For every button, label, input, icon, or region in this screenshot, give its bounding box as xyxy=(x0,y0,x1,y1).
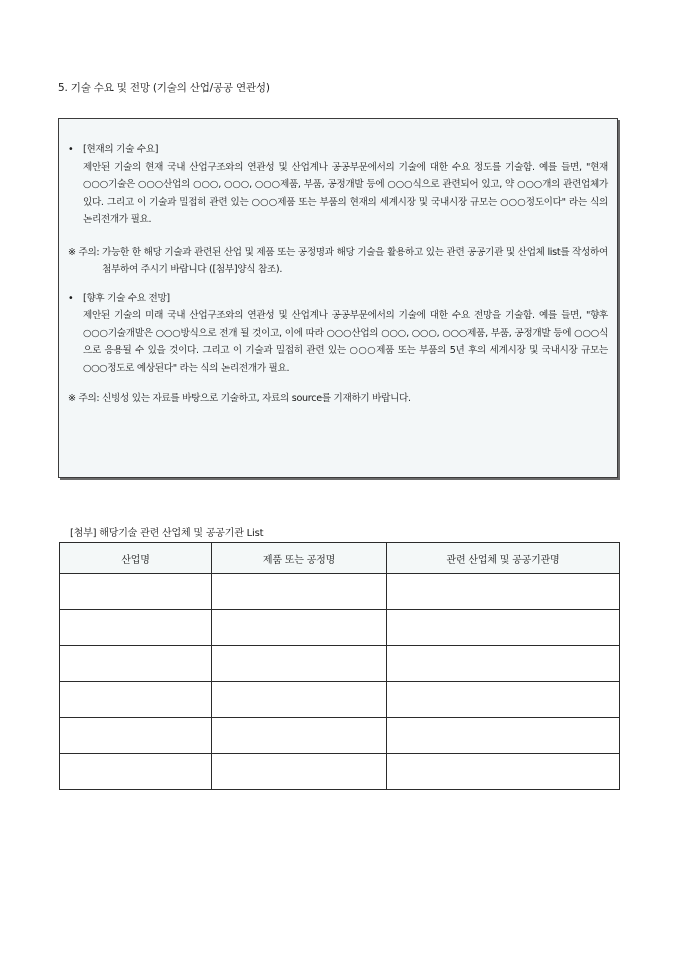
table-row xyxy=(60,610,620,646)
current-demand-block xyxy=(68,141,608,229)
table-cell-product-process[interactable] xyxy=(212,574,387,610)
note-source xyxy=(68,390,608,408)
table-cell-industry[interactable] xyxy=(60,682,212,718)
column-header-product-process: 제품 또는 공정명 xyxy=(212,543,387,574)
table-cell-related-org[interactable] xyxy=(387,682,620,718)
table-cell-industry[interactable] xyxy=(60,718,212,754)
attachment-caption: [첨부] 해당기술 관련 산업체 및 공공기관 List xyxy=(70,528,264,539)
bullet-icon: • xyxy=(68,144,74,155)
future-demand-heading: [향후 기술 수요 전망] xyxy=(83,292,170,304)
table-cell-industry[interactable] xyxy=(60,610,212,646)
table-cell-product-process[interactable] xyxy=(212,682,387,718)
table-cell-related-org[interactable] xyxy=(387,574,620,610)
future-demand-text: 제안된 기술의 미래 국내 산업구조와의 연관성 및 산업계나 공공부문에서의 기술에 대한 수요 전망을 기술함. 예를 들면, "향후 ○○○기술개발은 ○○○방식으로 전개 될 것이고, 이에 따라 ○○○산업의 ○○○, ○○○, ○○○제품, 부품, 공정개발 등에 ○○○식으로 응용될 수 있을 것이다. 그리고 이 기술과 밀접히 관련 있는 ○○○제품 또는 부품의 5년 후의 세계시장 및 국내시장 규모는 ○○○정도로 예상된다" 라는 식의 논리전개가 필요. xyxy=(83,310,608,374)
note-attach-list xyxy=(68,244,608,279)
table-row xyxy=(60,574,620,610)
table-cell-product-process[interactable] xyxy=(212,646,387,682)
note-label: ※ 주의: xyxy=(68,393,103,404)
column-header-related-org: 관련 산업체 및 공공기관명 xyxy=(387,543,620,574)
column-header-industry: 산업명 xyxy=(60,543,212,574)
guidance-box xyxy=(58,118,618,478)
section-title: 5. 기술 수요 및 전망 (기술의 산업/공공 연관성) xyxy=(58,82,270,94)
current-demand-heading: [현재의 기술 수요] xyxy=(83,144,159,155)
table-cell-product-process[interactable] xyxy=(212,754,387,790)
bullet-icon: • xyxy=(68,292,74,304)
table-cell-related-org[interactable] xyxy=(387,754,620,790)
attachment-table xyxy=(59,542,620,790)
table-cell-related-org[interactable] xyxy=(387,718,620,754)
note-source-text: 신빙성 있는 자료를 바탕으로 기술하고, 자료의 source를 기재하기 바랍니다. xyxy=(102,393,411,404)
table-cell-related-org[interactable] xyxy=(387,610,620,646)
note-label: ※ 주의: xyxy=(68,246,103,258)
table-row xyxy=(60,718,620,754)
table-row xyxy=(60,682,620,718)
future-demand-block xyxy=(68,290,608,378)
table-cell-product-process[interactable] xyxy=(212,718,387,754)
note-attach-list-text: 가능한 한 해당 기술과 관련된 산업 및 제품 또는 공정명과 해당 기술을 활용하고 있는 관련 공공기관 및 산업체 list를 작성하여 첨부하여 주시기 바랍니다 ([첨부]양식 참조). xyxy=(102,246,608,275)
table-cell-industry[interactable] xyxy=(60,574,212,610)
table-cell-industry[interactable] xyxy=(60,754,212,790)
current-demand-text: 제안된 기술의 현재 국내 산업구조와의 연관성 및 산업계나 공공부문에서의 기술에 대한 수요 정도를 기술함. 예를 들면, "현재 ○○○기술은 ○○○산업의 ○○○, ○○○, ○○○제품, 부품, 공정개발 등에 ○○○식으로 관련되어 있고, 약 ○○○개의 관련업체가 있다. 그리고 이 기술과 밀접히 관련 있는 ○○○제품 또는 부품의 현재의 세계시장 및 국내시장 규모는 ○○○정도이다" 라는 식의 논리전개가 필요. xyxy=(83,161,608,225)
table-cell-industry[interactable] xyxy=(60,646,212,682)
table-row xyxy=(60,646,620,682)
table-cell-product-process[interactable] xyxy=(212,610,387,646)
table-cell-related-org[interactable] xyxy=(387,646,620,682)
table-row xyxy=(60,754,620,790)
table-header-row xyxy=(60,543,620,574)
